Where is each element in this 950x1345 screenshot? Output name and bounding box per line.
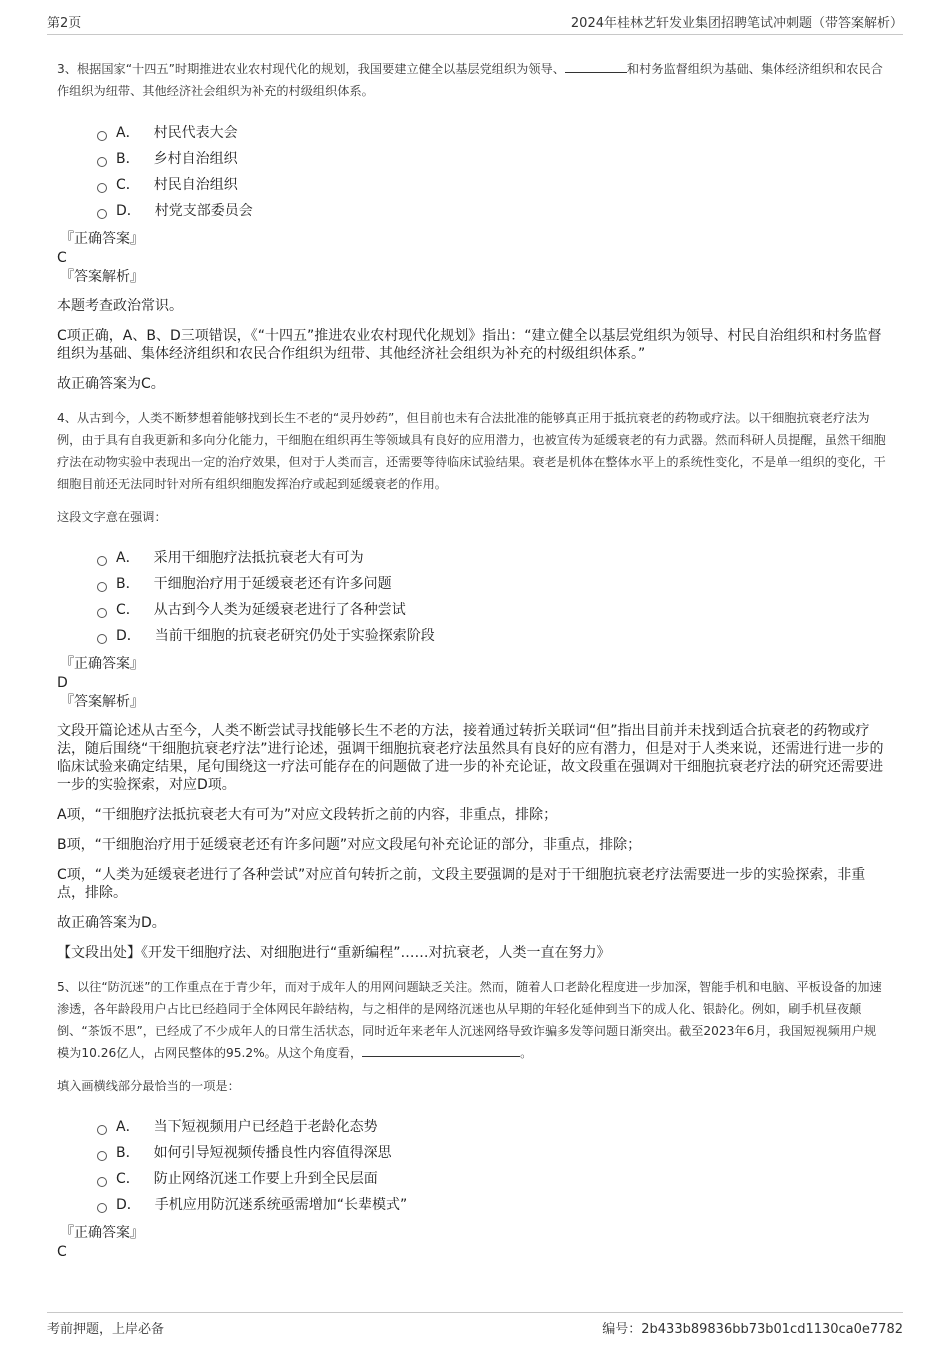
correct-answer-label: 『正确答案』 [60, 1225, 144, 1241]
analysis-paragraph: 本题考查政治常识。 [57, 298, 183, 314]
correct-answer-label: 『正确答案』 [60, 231, 144, 247]
source-citation: 【文段出处】《开发干细胞疗法、对细胞进行“重新编程”……对抗衰老，人类一直在努力》 [57, 945, 611, 961]
option-c[interactable]: C． 防止网络沉迷工作要上升到全民层面 [97, 1166, 887, 1192]
analysis-paragraph: 故正确答案为C。 [57, 376, 165, 392]
radio-icon[interactable] [97, 183, 107, 193]
analysis-paragraph: 故正确答案为D。 [57, 915, 166, 931]
question-4 [57, 407, 887, 962]
correct-answer: D [57, 675, 68, 691]
correct-answer: C [57, 1244, 67, 1260]
question-stem: 4、从古到今，人类不断梦想着能够找到长生不老的“灵丹妙药”，但目前也未有合法批准的能够真正用于抵抗衰老的药物或疗法。以干细胞抗衰老疗法为例，由于具有自我更新和多向分化能力，干细胞在组织再生等领域具有良好的应用潜力，也被宣传为延缓衰老的有力武器。然而科研人员提醒，虽然干细胞疗法在动物实验中表现出一定的治疗效果，但对于人类而言，还需要等待临床试验结果。衰老是机体在整体水平上的系统性变化，不是单一组织的变化，干细胞目前还无法同时针对所有组织细胞发挥治疗或起到延缓衰老的作用。 [57, 411, 886, 491]
radio-icon[interactable] [97, 1151, 107, 1161]
radio-icon[interactable] [97, 634, 107, 644]
option-list [97, 120, 887, 224]
document-title: 2024年桂林艺轩发业集团招聘笔试冲刺题（带答案解析） [570, 16, 903, 31]
analysis-label: 『答案解析』 [60, 269, 144, 285]
page-number: 第2页 [47, 16, 82, 31]
option-d[interactable]: D． 手机应用防沉迷系统亟需增加“长辈模式” [97, 1192, 887, 1218]
radio-icon[interactable] [97, 582, 107, 592]
radio-icon[interactable] [97, 131, 107, 141]
option-list [97, 545, 887, 649]
page-content [57, 58, 887, 1262]
option-list [97, 1114, 887, 1218]
page-footer [47, 1312, 903, 1337]
document-code: 编号：2b433b89836bb73b01cd1130ca0e7782 [602, 1322, 903, 1337]
question-stem: 3、根据国家“十四五”时期推进农业农村现代化的规划，我国要建立健全以基层党组织为领导、 和村务监督组织为基础、集体经济组织和农民合作组织为纽带、其他经济社会组织为补充的村级组织体系。 [57, 58, 887, 102]
analysis-label: 『答案解析』 [60, 694, 144, 710]
option-b[interactable]: B． 干细胞治疗用于延缓衰老还有许多问题 [97, 571, 887, 597]
radio-icon[interactable] [97, 1125, 107, 1135]
correct-answer: C [57, 250, 67, 266]
radio-icon[interactable] [97, 1203, 107, 1213]
question-stem: 5、以往“防沉迷”的工作重点在于青少年，而对于成年人的用网问题缺乏关注。然而，随着人口老龄化程度进一步加深，智能手机和电脑、平板设备的加速渗透，各年龄段用户占比已经趋同于全体网民年龄结构，与之相伴的是网络沉迷也从早期的年轻化延伸到当下的成人化、银龄化。例如，刷手机昼夜颠倒、“茶饭不思”，已经成了不少成年人的日常生活状态，同时近年来老年人沉迷网络导致诈骗多发等问题日渐突出。截至2023年6月，我国短视频用户规模为10.26亿人，占网民整体的95.2%。从这个角度看， 。 [57, 980, 882, 1060]
option-a[interactable]: A． 村民代表大会 [97, 120, 887, 146]
question-instruction: 填入画横线部分最恰当的一项是： [57, 1079, 240, 1093]
option-c[interactable]: C． 从古到今人类为延缓衰老进行了各种尝试 [97, 597, 887, 623]
question-3 [57, 58, 887, 393]
option-d[interactable]: D． 当前干细胞的抗衰老研究仍处于实验探索阶段 [97, 623, 887, 649]
fill-blank [565, 58, 627, 73]
radio-icon[interactable] [97, 157, 107, 167]
radio-icon[interactable] [97, 556, 107, 566]
radio-icon[interactable] [97, 1177, 107, 1187]
page-header [47, 12, 903, 35]
radio-icon[interactable] [97, 209, 107, 219]
question-5 [57, 976, 887, 1262]
option-a[interactable]: A． 采用干细胞疗法抵抗衰老大有可为 [97, 545, 887, 571]
question-instruction: 这段文字意在强调： [57, 510, 167, 524]
analysis-paragraph: B项，“干细胞治疗用于延缓衰老还有许多问题”对应文段尾句补充论证的部分，非重点，排除； [57, 837, 642, 853]
option-d[interactable]: D． 村党支部委员会 [97, 198, 887, 224]
correct-answer-label: 『正确答案』 [60, 656, 144, 672]
footer-slogan: 考前押题，上岸必备 [47, 1322, 165, 1337]
analysis-paragraph: A项，“干细胞疗法抵抗衰老大有可为”对应文段转折之前的内容，非重点，排除； [57, 807, 558, 823]
analysis-paragraph: 文段开篇论述从古至今，人类不断尝试寻找能够长生不老的方法，接着通过转折关联词“但”指出目前并未找到适合抗衰老的药物或疗法，随后围绕“干细胞抗衰老疗法”进行论述，强调干细胞抗衰老疗法虽然具有良好的应有潜力，但是对于人类来说，还需进行进一步的临床试验来确定结果，尾句围绕这一疗法可能存在的问题做了进一步的补充论证，故文段重在强调对干细胞抗衰老疗法的研究还需要进一步的实验探索，对应D项。 [57, 723, 884, 793]
fill-blank [362, 1042, 520, 1057]
radio-icon[interactable] [97, 608, 107, 618]
analysis-paragraph: C项，“人类为延缓衰老进行了各种尝试”对应首句转折之前，文段主要强调的是对于干细胞抗衰老疗法需要进一步的实验探索，非重点，排除。 [57, 867, 866, 901]
analysis-paragraph: C项正确，A、B、D三项错误，《“十四五”推进农业农村现代化规划》指出：“建立健全以基层党组织为领导、村民自治组织和村务监督组织为基础、集体经济组织和农民合作组织为纽带、其他经济社会组织为补充的村级组织体系。” [57, 328, 882, 362]
option-b[interactable]: B． 乡村自治组织 [97, 146, 887, 172]
option-b[interactable]: B． 如何引导短视频传播良性内容值得深思 [97, 1140, 887, 1166]
option-a[interactable]: A． 当下短视频用户已经趋于老龄化态势 [97, 1114, 887, 1140]
option-c[interactable]: C． 村民自治组织 [97, 172, 887, 198]
